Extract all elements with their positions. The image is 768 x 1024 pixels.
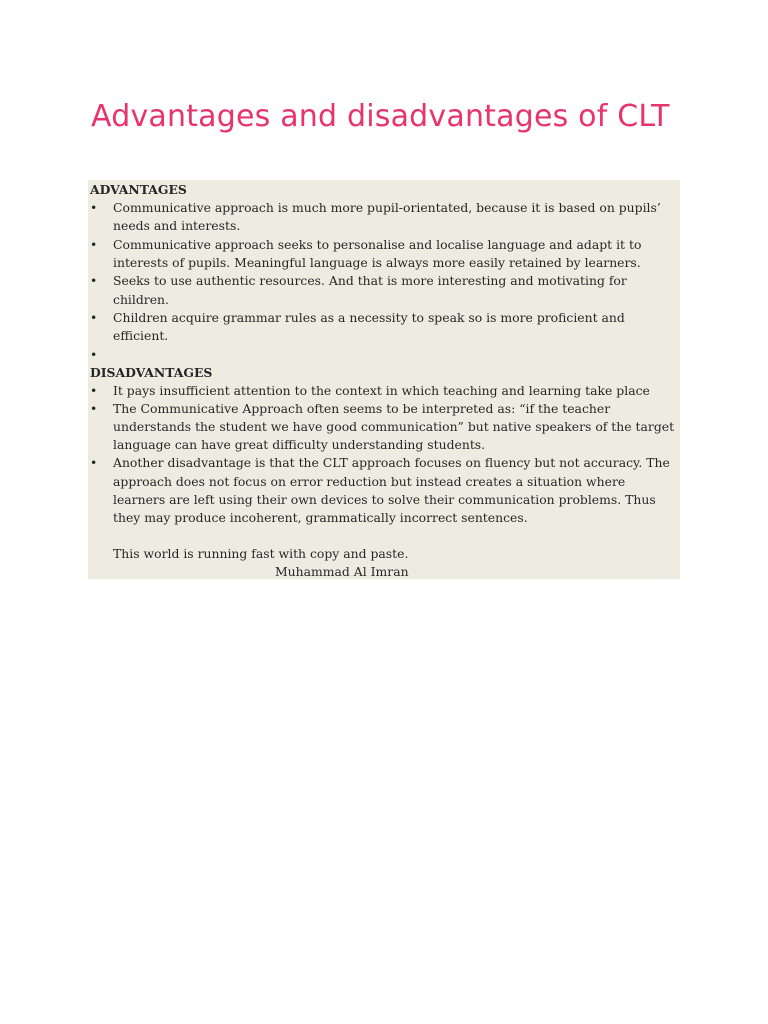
list-item [90,400,680,454]
list-item [90,382,680,400]
bullet-icon: • [90,310,98,326]
bullet-icon: • [90,455,98,471]
bullet-icon: • [90,401,98,417]
advantage-item-text: Seeks to use authentic resources. And that is more interesting and motivating for children. [113,273,627,307]
list-item [90,236,680,272]
bullet-icon: • [90,200,98,216]
disadvantage-item-text: The Communicative Approach often seems to be interpreted as: “if the teacher understands the student we have good communication” but native speakers of the target language can have great difficulty understanding students. [113,401,675,453]
disadvantages-list [90,382,680,527]
advantage-item-text: Communicative approach is much more pupil-orientated, because it is based on pupils’ needs and interests. [113,200,661,234]
disadvantages-heading: DISADVANTAGES [90,364,213,380]
disadvantage-item-text: Another disadvantage is that the CLT approach focuses on fluency but not accuracy. The approach does not focus on error reduction but instead creates a situation where learners are left using their own devices to solve their communication problems. Thus they may produce incoherent, grammatically incorrect sentences. [113,455,670,525]
advantage-item-text: Communicative approach seeks to personalise and localise language and adapt it to interests of pupils. Meaningful language is always more easily retained by learners. [113,236,642,270]
advantages-heading: ADVANTAGES [90,182,187,197]
list-item [90,454,680,526]
advantage-item-text: Children acquire grammar rules as a necessity to speak so is more proficient and efficient. [113,310,625,344]
content-box [88,180,680,579]
page-title: Advantages and disadvantages of CLT [91,99,670,134]
advantages-list [90,199,680,364]
disadvantage-item-text: It pays insufficient attention to the context in which teaching and learning take place [113,383,650,399]
author-name: Muhammad Al Imran [275,563,409,579]
bullet-icon: • [90,273,98,289]
bullet-icon: • [90,383,98,399]
list-item [90,199,680,235]
bullet-icon: • [90,346,98,362]
list-item [90,309,680,345]
list-item-empty [90,346,680,364]
bullet-icon: • [90,236,98,252]
closing-line: This world is running fast with copy and paste. [113,545,409,561]
list-item [90,272,680,308]
